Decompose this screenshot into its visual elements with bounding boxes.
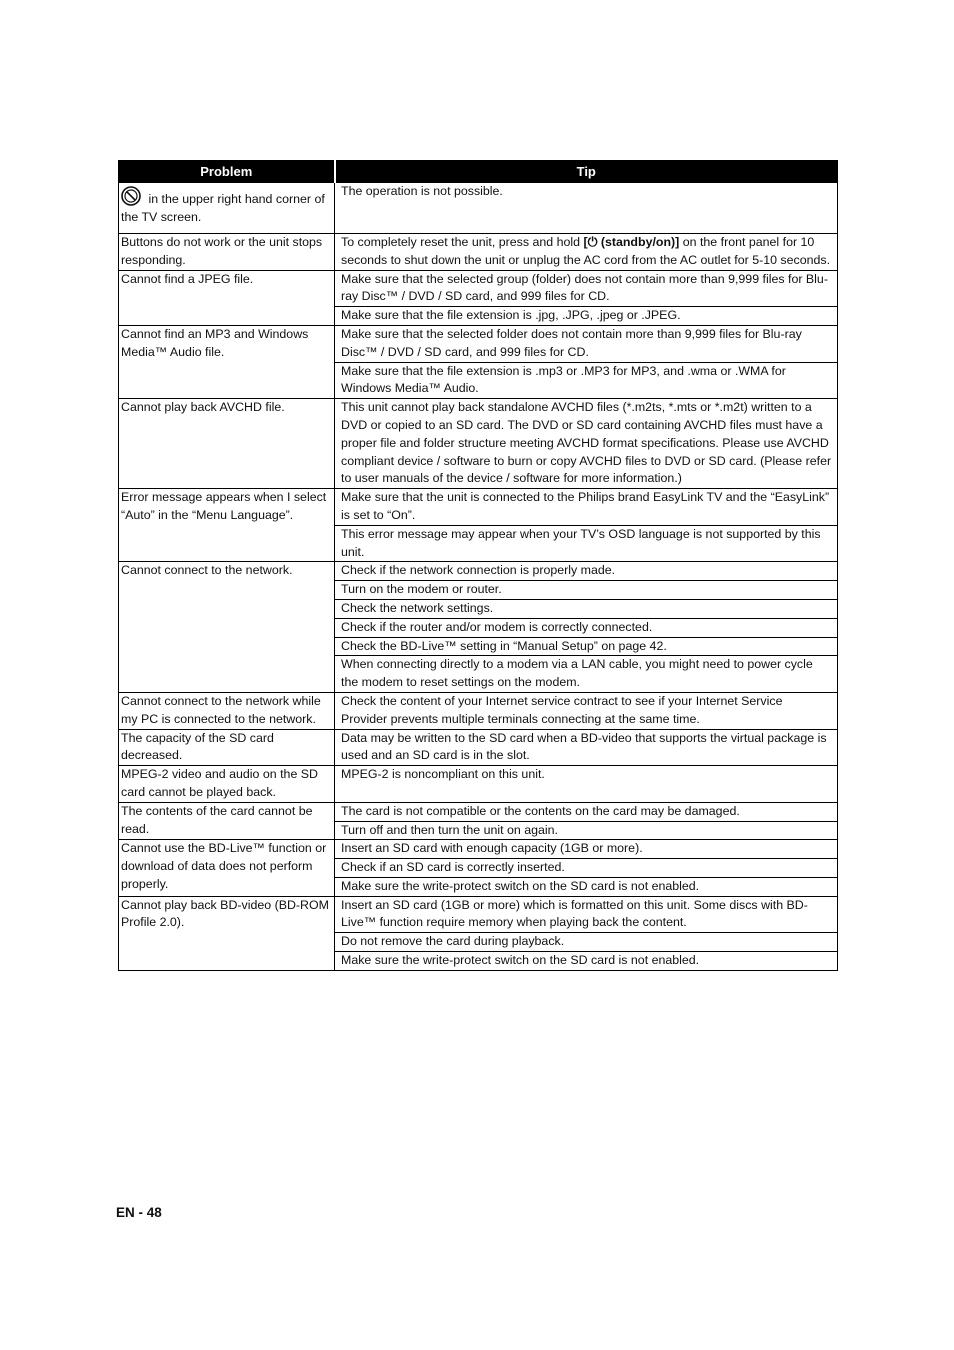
table-row [119, 729, 838, 766]
tip-cell: Check if the router and/or modem is correctly connected. [335, 618, 838, 637]
tip-cell: Insert an SD card with enough capacity (1GB or more). [335, 840, 838, 859]
tip-cell: Check if an SD card is correctly inserted. [335, 859, 838, 878]
problem-cell [119, 234, 335, 271]
table-row [119, 489, 838, 526]
table-row [119, 399, 838, 489]
tip-cell: Check if the network connection is properly made. [335, 562, 838, 581]
table-row [119, 234, 838, 271]
problem-text: Cannot connect to the network. [121, 563, 293, 578]
problem-cell [119, 802, 335, 840]
tip-cell: The card is not compatible or the contents on the card may be damaged. [335, 802, 838, 821]
tip-cell: Make sure that the file extension is .mp3 or .MP3 for MP3, and .wma or .WMA for Windows Media™ Audio. [335, 362, 838, 399]
problem-text: Cannot connect to the network while my PC is connected to the network. [121, 693, 321, 726]
tip-cell: The operation is not possible. [335, 183, 838, 234]
table-row [119, 766, 838, 803]
table-row [119, 840, 838, 859]
problem-text: in the upper right hand corner of the TV screen. [121, 192, 325, 224]
problem-cell [119, 399, 335, 489]
table-row [119, 802, 838, 821]
problem-text: Cannot use the BD-Live™ function or download of data does not perform properly. [121, 841, 327, 891]
tip-cell: This error message may appear when your TV’s OSD language is not supported by this unit. [335, 525, 838, 562]
tip-cell: This unit cannot play back standalone AVCHD files (*.m2ts, *.mts or *.m2t) written to a DVD or copied to an SD card. The DVD or SD card containing AVCHD files must have a proper file and folder structure meeting AVCHD format specifications. Please use AVCHD compliant device / software to burn or copy AVCHD files to DVD or SD card. (Please refer to user manuals of the device / software for more information.) [335, 399, 838, 489]
tip-cell: Make sure that the unit is connected to the Philips brand EasyLink TV and the “EasyLink” is set to “On”. [335, 489, 838, 526]
tip-cell: To completely reset the unit, press and hold [⏻ (standby/on)] on the front panel for 10 seconds to shut down the unit or unplug the AC cord from the AC outlet for 5-10 seconds. [335, 234, 838, 271]
table-row [119, 562, 838, 581]
problem-cell [119, 183, 335, 234]
problem-cell [119, 562, 335, 693]
problem-text: Buttons do not work or the unit stops responding. [121, 235, 323, 267]
problem-cell [119, 840, 335, 896]
table-row [119, 896, 838, 933]
table-row [119, 692, 838, 729]
problem-cell [119, 896, 335, 970]
tip-cell: Check the BD-Live™ setting in “Manual Setup” on page 42. [335, 637, 838, 656]
prohibited-icon [121, 186, 141, 206]
standby-on-button-reference: [⏻ (standby/on)] [583, 235, 680, 249]
problem-text: Cannot find an MP3 and Windows Media™ Audio file. [121, 326, 309, 359]
problem-text: Cannot find a JPEG file. [121, 271, 254, 286]
problem-text: Cannot play back AVCHD file. [121, 400, 285, 415]
page-number: EN - 48 [116, 1205, 162, 1220]
problem-text: MPEG-2 video and audio on the SD card cannot be played back. [121, 767, 318, 799]
tip-cell: Make sure the write-protect switch on the SD card is not enabled. [335, 952, 838, 971]
troubleshooting-table [118, 160, 838, 971]
tip-cell: MPEG-2 is noncompliant on this unit. [335, 766, 838, 803]
table-header [119, 161, 838, 183]
problem-text: The capacity of the SD card decreased. [121, 730, 274, 763]
tip-cell: Data may be written to the SD card when a BD-video that supports the virtual package is used and an SD card is in the slot. [335, 729, 838, 766]
problem-text: Error message appears when I select “Auto” in the “Menu Language”. [121, 490, 327, 522]
tip-cell: Check the network settings. [335, 599, 838, 618]
tip-cell: Make sure that the selected group (folder) does not contain more than 9,999 files for Blu-ray Disc™ / DVD / SD card, and 999 files for CD. [335, 270, 838, 307]
problem-column-header: Problem [119, 161, 335, 183]
problem-cell [119, 692, 335, 729]
tip-column-header: Tip [335, 161, 838, 183]
tip-cell: Make sure that the selected folder does not contain more than 9,999 files for Blu-ray Disc™ / DVD / SD card, and 999 files for CD. [335, 325, 838, 362]
tip-cell: Turn on the modem or router. [335, 581, 838, 600]
tip-cell: Make sure the write-protect switch on the SD card is not enabled. [335, 877, 838, 896]
table-row [119, 183, 838, 234]
header-row [119, 161, 838, 183]
tip-cell: Make sure that the file extension is .jpg, .JPG, .jpeg or .JPEG. [335, 307, 838, 326]
problem-cell [119, 270, 335, 325]
tip-cell: Do not remove the card during playback. [335, 933, 838, 952]
problem-cell [119, 325, 335, 398]
tip-cell: Insert an SD card (1GB or more) which is formatted on this unit. Some discs with BD-Live™ function require memory when playing back the content. [335, 896, 838, 933]
problem-cell [119, 766, 335, 803]
tip-cell: Turn off and then turn the unit on again. [335, 821, 838, 840]
problem-cell [119, 489, 335, 562]
problem-text: Cannot play back BD-video (BD-ROM Profile 2.0). [121, 897, 329, 930]
problem-text: The contents of the card cannot be read. [121, 803, 313, 836]
table-row [119, 270, 838, 307]
tip-cell: Check the content of your Internet service contract to see if your Internet Service Provider prevents multiple terminals connecting at the same time. [335, 692, 838, 729]
table-row [119, 325, 838, 362]
table-body [119, 183, 838, 971]
problem-cell [119, 729, 335, 766]
tip-cell: When connecting directly to a modem via a LAN cable, you might need to power cycle the modem to reset settings on the modem. [335, 656, 838, 693]
